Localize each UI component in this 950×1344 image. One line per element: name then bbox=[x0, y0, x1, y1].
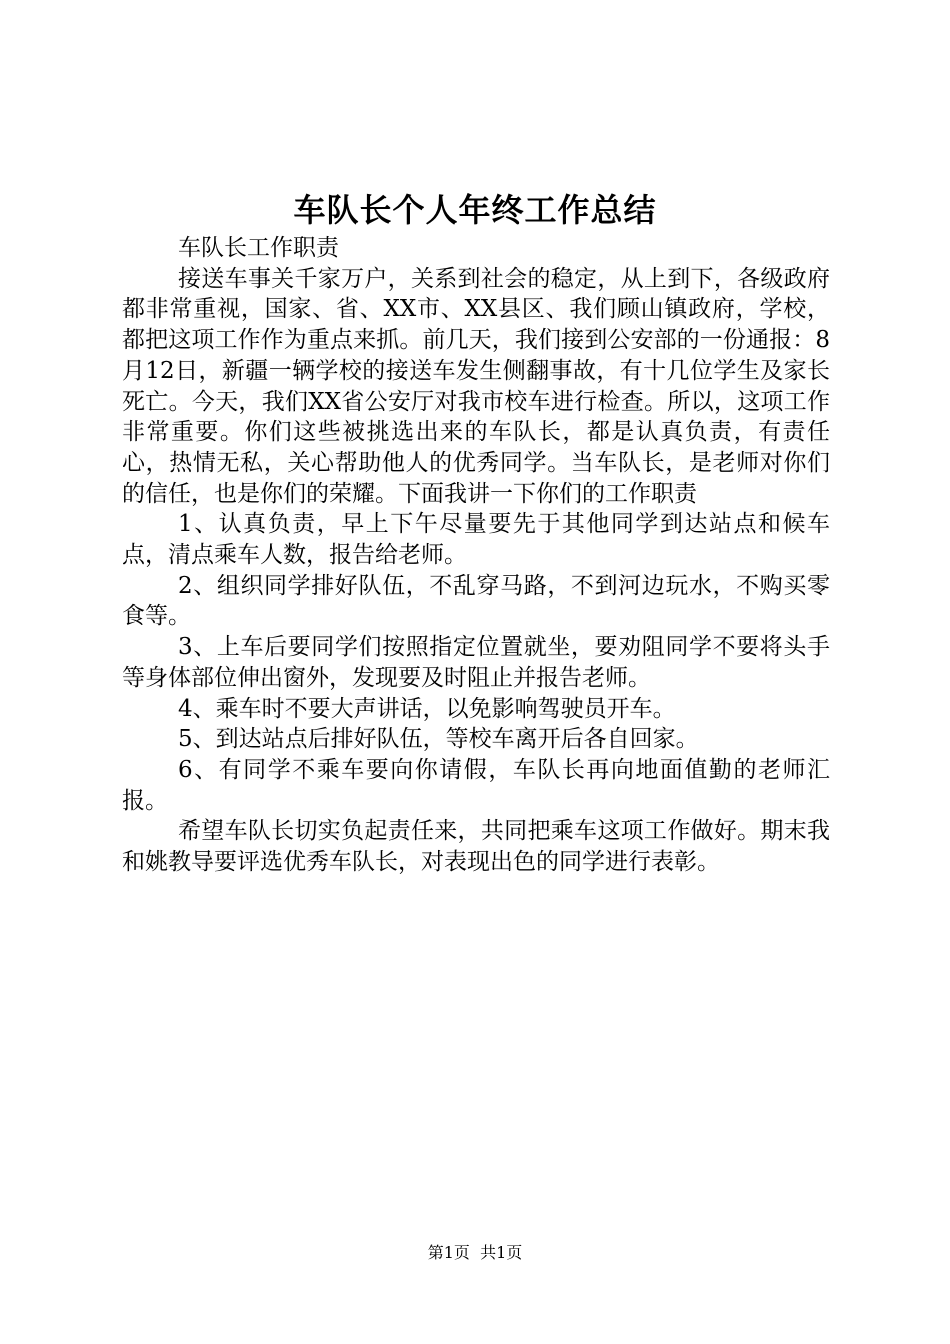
footer-separator bbox=[470, 1243, 480, 1262]
document-body bbox=[122, 233, 830, 878]
page-footer bbox=[0, 1241, 950, 1265]
page-total: 共1页 bbox=[480, 1243, 523, 1262]
paragraph-closing: 希望车队长切实负起责任来，共同把乘车这项工作做好。期末我和姚教导要评选优秀车队长，对表现出色的同学进行表彰。 bbox=[122, 818, 830, 876]
paragraph-duty-6: 6、有同学不乘车要向你请假，车队长再向地面值勤的老师汇报。 bbox=[122, 756, 830, 814]
paragraph-duty-1: 1、认真负责，早上下午尽量要先于其他同学到达站点和候车点，清点乘车人数，报告给老师。 bbox=[122, 511, 830, 569]
page-number: 第1页 bbox=[427, 1243, 470, 1262]
paragraph-duty-2: 2、组织同学排好队伍，不乱穿马路，不到河边玩水，不购买零食等。 bbox=[122, 572, 830, 630]
paragraph-duty-3: 3、上车后要同学们按照指定位置就坐，要劝阻同学不要将头手等身体部位伸出窗外，发现要及时阻止并报告老师。 bbox=[122, 634, 830, 691]
paragraph-duty-4: 4、乘车时不要大声讲话，以免影响驾驶员开车。 bbox=[178, 695, 676, 722]
document-title: 车队长个人年终工作总结 bbox=[293, 191, 657, 229]
paragraph-intro: 接送车事关千家万户，关系到社会的稳定，从上到下，各级政府都非常重视，国家、省、XX市、XX县区、我们顾山镇政府，学校，都把这项工作作为重点来抓。前几天，我们接到公安部的一份通报：8月12日，新疆一辆学校的接送车发生侧翻事故，有十几位学生及家长死亡。今天，我们XX省公安厅对我市校车进行检查。所以，这项工作非常重要。你们这些被挑选出来的车队长，都是认真负责，有责任心，热情无私，关心帮助他人的优秀同学。当车队长，是老师对你们的信任，也是你们的荣耀。下面我讲一下你们的工作职责 bbox=[122, 265, 830, 507]
paragraph-duty-5: 5、到达站点后排好队伍，等校车离开后各自回家。 bbox=[178, 726, 699, 753]
paragraph-heading: 车队长工作职责 bbox=[178, 235, 339, 261]
